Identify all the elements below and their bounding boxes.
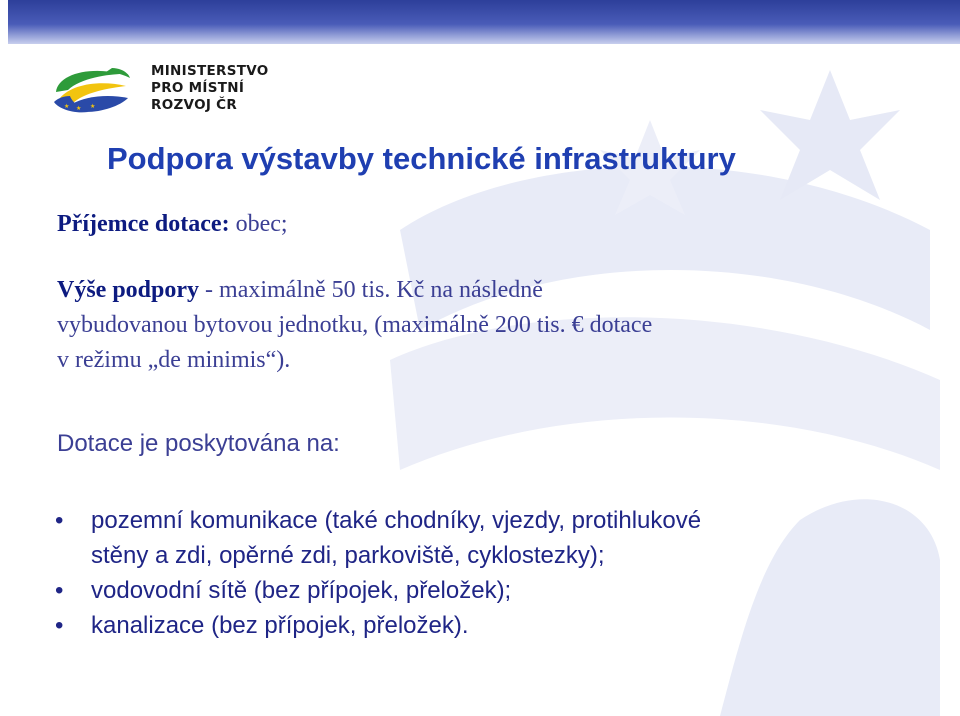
bullet-icon: • (55, 612, 64, 639)
list-item-line: vodovodní sítě (bez přípojek, přeložek); (91, 577, 512, 604)
support-paragraph (57, 273, 652, 378)
list-item (55, 608, 701, 643)
slide-title: Podpora výstavby technické infrastruktury (107, 141, 736, 176)
list-item (55, 573, 701, 608)
list-item-line: kanalizace (bez přípojek, přeložek). (91, 612, 469, 639)
provided-list (55, 503, 701, 643)
ministry-name-line-1: MINISTERSTVO (151, 63, 269, 79)
list-item-line: pozemní komunikace (také chodníky, vjezdy, protihlukové (91, 507, 702, 534)
support-line-3: v režimu „de minimis“). (57, 347, 291, 373)
svg-text:★: ★ (76, 105, 82, 112)
recipient-line (57, 207, 288, 242)
recipient-value: obec; (235, 211, 288, 237)
svg-text:★: ★ (90, 103, 96, 110)
recipient-label: Příjemce dotace: (57, 211, 230, 237)
top-banner (8, 0, 960, 44)
support-line-1 (57, 273, 652, 308)
support-line-1-text: - maximálně 50 tis. Kč na následně (199, 277, 543, 303)
support-line-2: vybudovanou bytovou jednotku, (maximálně 200 tis. € dotace (57, 312, 653, 338)
support-label: Výše podpory (57, 277, 200, 303)
bullet-icon: • (55, 577, 64, 604)
provided-heading: Dotace je poskytována na: (57, 430, 340, 457)
ministry-name-line-3: ROZVOJ ČR (151, 97, 238, 113)
ministry-name (151, 63, 269, 114)
list-item-line: stěny a zdi, opěrné zdi, parkoviště, cyklostezky); (91, 542, 605, 569)
svg-text:★: ★ (64, 103, 70, 110)
list-item (55, 503, 701, 573)
ministry-logo (50, 62, 132, 118)
bullet-icon: • (55, 507, 64, 534)
ministry-name-line-2: PRO MÍSTNÍ (151, 80, 245, 96)
